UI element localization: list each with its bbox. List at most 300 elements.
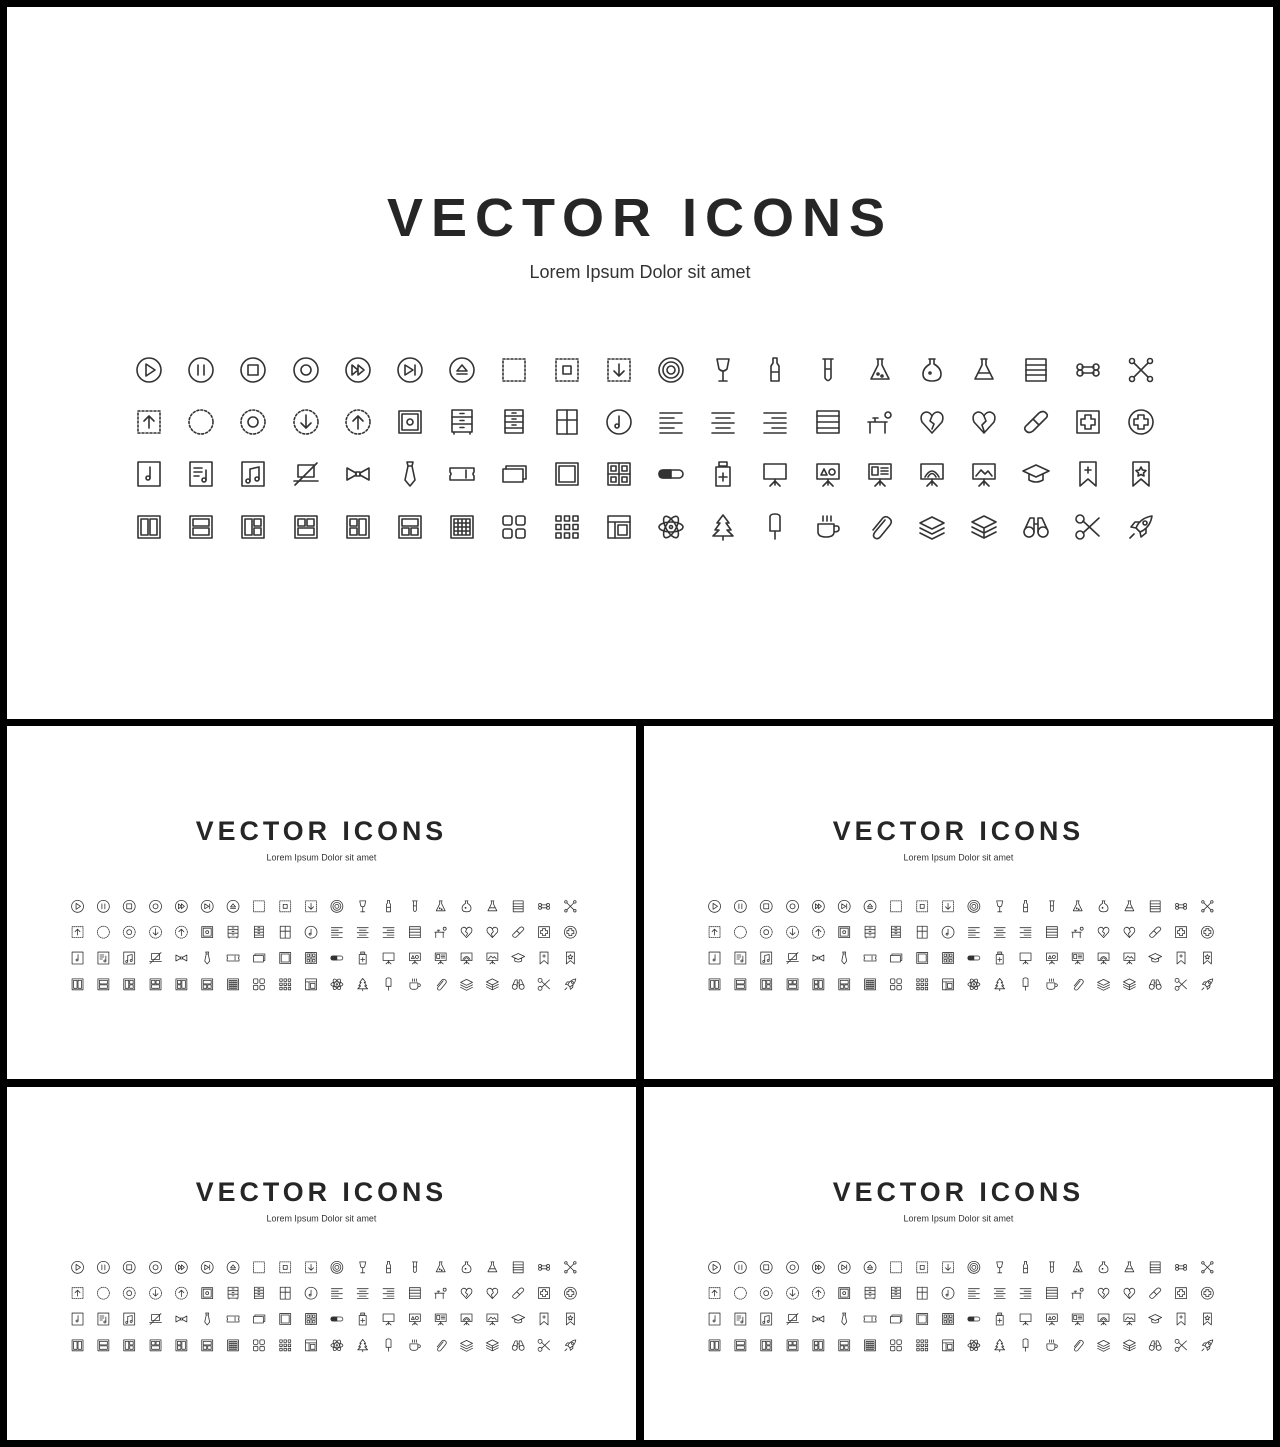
drawer-cabinet-icon xyxy=(436,396,488,448)
pill-icon xyxy=(645,448,697,500)
layout-sidebar-icon xyxy=(593,501,645,553)
square-frame-icon xyxy=(272,945,298,971)
presentation-chart-icon xyxy=(454,1306,480,1332)
dashed-upload-icon xyxy=(65,1280,91,1306)
layers-icon xyxy=(1091,971,1117,997)
ticket-icon xyxy=(857,1306,883,1332)
presentation-text-icon xyxy=(428,1306,454,1332)
rocket-icon xyxy=(557,971,583,997)
potion-flask-icon xyxy=(454,893,480,919)
binoculars-icon xyxy=(1010,501,1062,553)
flask-icon xyxy=(1065,1254,1091,1280)
dashed-download-icon xyxy=(935,893,961,919)
scissors-icon xyxy=(1168,1332,1194,1358)
presentation-image-icon xyxy=(1116,945,1142,971)
slide-thumbnail-bottom-right[interactable] xyxy=(644,1087,1273,1440)
play-icon xyxy=(702,893,728,919)
layout-split-right-icon xyxy=(805,1332,831,1358)
layout-columns-icon xyxy=(123,501,175,553)
align-center-icon xyxy=(987,919,1013,945)
test-tube-icon xyxy=(402,893,428,919)
pause-icon xyxy=(91,1254,117,1280)
playlist-icon xyxy=(728,945,754,971)
rocket-icon xyxy=(1194,971,1220,997)
grid-four-icon xyxy=(298,945,324,971)
pause-icon xyxy=(728,1254,754,1280)
presentation-shapes-icon xyxy=(801,448,853,500)
grid-squares-icon xyxy=(246,971,272,997)
medical-square-icon xyxy=(531,919,557,945)
music-notes-icon xyxy=(227,448,279,500)
stack-icon xyxy=(1116,971,1142,997)
target-icon xyxy=(324,893,350,919)
align-right-icon xyxy=(1013,1280,1039,1306)
desk-icon xyxy=(428,1280,454,1306)
layout-columns-icon xyxy=(702,1332,728,1358)
layout-split-bottom-icon xyxy=(831,1332,857,1358)
bookmark-star-icon xyxy=(1115,448,1167,500)
circle-upload-icon xyxy=(168,919,194,945)
desk-icon xyxy=(428,919,454,945)
grid-dense-icon xyxy=(436,501,488,553)
stop-icon xyxy=(753,893,779,919)
test-tube-icon xyxy=(1039,893,1065,919)
rocket-icon xyxy=(557,1332,583,1358)
pine-tree-icon xyxy=(987,1332,1013,1358)
dashed-stop-icon xyxy=(272,1254,298,1280)
square-frame-icon xyxy=(909,1306,935,1332)
stop-icon xyxy=(753,1254,779,1280)
popsicle-icon xyxy=(376,1332,402,1358)
tie-icon xyxy=(194,1306,220,1332)
medical-circle-icon xyxy=(1194,919,1220,945)
pill-icon xyxy=(324,945,350,971)
safe-icon xyxy=(831,919,857,945)
wine-glass-icon xyxy=(987,893,1013,919)
align-justify-icon xyxy=(1039,1280,1065,1306)
layout-split-top-icon xyxy=(142,971,168,997)
record-icon xyxy=(280,344,332,396)
align-center-icon xyxy=(987,1280,1013,1306)
align-left-icon xyxy=(324,1280,350,1306)
ticket-icon xyxy=(857,945,883,971)
pause-icon xyxy=(91,893,117,919)
bookmark-star-icon xyxy=(557,1306,583,1332)
layout-columns-icon xyxy=(702,971,728,997)
tickets-icon xyxy=(883,945,909,971)
grid-dense-icon xyxy=(220,1332,246,1358)
abacus-icon xyxy=(505,1254,531,1280)
drawer-cabinet-icon xyxy=(857,1280,883,1306)
dashed-upload-icon xyxy=(702,1280,728,1306)
align-center-icon xyxy=(350,1280,376,1306)
pine-tree-icon xyxy=(350,971,376,997)
stop-icon xyxy=(116,1254,142,1280)
presentation-image-icon xyxy=(958,448,1010,500)
atom-icon xyxy=(324,971,350,997)
icon-grid xyxy=(123,344,1167,553)
play-icon xyxy=(65,1254,91,1280)
dashed-stop-icon xyxy=(909,893,935,919)
layout-split-left-icon xyxy=(116,971,142,997)
dashed-stop-icon xyxy=(541,344,593,396)
bookmark-add-icon xyxy=(531,1306,557,1332)
atom-icon xyxy=(324,1332,350,1358)
music-note-icon xyxy=(702,1306,728,1332)
circle-download-icon xyxy=(779,919,805,945)
align-left-icon xyxy=(961,919,987,945)
wine-glass-icon xyxy=(987,1254,1013,1280)
layout-split-left-icon xyxy=(227,501,279,553)
medical-square-icon xyxy=(531,1280,557,1306)
grid-dense-icon xyxy=(220,971,246,997)
target-icon xyxy=(645,344,697,396)
icon-grid xyxy=(65,1254,584,1358)
medicine-bottle-icon xyxy=(987,945,1013,971)
target-icon xyxy=(961,893,987,919)
icon-grid xyxy=(65,893,584,997)
bone-icon xyxy=(531,893,557,919)
align-justify-icon xyxy=(402,919,428,945)
chemistry-flask-icon xyxy=(1116,1254,1142,1280)
dashed-circle-icon xyxy=(175,396,227,448)
popsicle-icon xyxy=(1013,1332,1039,1358)
heartbreak-icon xyxy=(1116,919,1142,945)
pill-icon xyxy=(961,945,987,971)
eject-icon xyxy=(857,893,883,919)
bandage-icon xyxy=(505,1280,531,1306)
bottle-icon xyxy=(749,344,801,396)
skip-next-icon xyxy=(384,344,436,396)
slide-title: VECTOR ICONS xyxy=(195,1176,448,1207)
bone-icon xyxy=(531,1254,557,1280)
tie-icon xyxy=(831,1306,857,1332)
layout-split-right-icon xyxy=(168,1332,194,1358)
align-center-icon xyxy=(350,919,376,945)
stop-icon xyxy=(116,893,142,919)
layout-split-top-icon xyxy=(280,501,332,553)
pill-icon xyxy=(324,1306,350,1332)
paperclip-icon xyxy=(428,971,454,997)
potion-flask-icon xyxy=(906,344,958,396)
atom-icon xyxy=(645,501,697,553)
binoculars-icon xyxy=(1142,971,1168,997)
scissors-icon xyxy=(531,1332,557,1358)
abacus-icon xyxy=(1010,344,1062,396)
play-icon xyxy=(123,344,175,396)
dashed-square-icon xyxy=(246,893,272,919)
popsicle-icon xyxy=(376,971,402,997)
presentation-chart-icon xyxy=(454,945,480,971)
medical-square-icon xyxy=(1168,1280,1194,1306)
layout-split-top-icon xyxy=(779,1332,805,1358)
medicine-bottle-icon xyxy=(987,1306,1013,1332)
grid-dots-icon xyxy=(541,501,593,553)
dashed-circle-icon xyxy=(91,919,117,945)
medical-circle-icon xyxy=(1194,1280,1220,1306)
dashed-record-icon xyxy=(753,1280,779,1306)
layout-split-top-icon xyxy=(142,1332,168,1358)
grid-dots-icon xyxy=(909,1332,935,1358)
graduation-cap-icon xyxy=(1142,945,1168,971)
icon-grid xyxy=(702,893,1221,997)
bandage-icon xyxy=(1142,1280,1168,1306)
bottle-icon xyxy=(376,1254,402,1280)
music-disc-icon xyxy=(935,1280,961,1306)
slide-title: VECTOR ICONS xyxy=(832,1176,1085,1207)
chemistry-flask-icon xyxy=(479,1254,505,1280)
test-tube-icon xyxy=(801,344,853,396)
safe-icon xyxy=(384,396,436,448)
layout-split-right-icon xyxy=(332,501,384,553)
align-left-icon xyxy=(961,1280,987,1306)
desk-icon xyxy=(1065,1280,1091,1306)
binoculars-icon xyxy=(505,971,531,997)
bottle-icon xyxy=(1013,1254,1039,1280)
music-notes-icon xyxy=(116,945,142,971)
atom-icon xyxy=(961,971,987,997)
flask-icon xyxy=(854,344,906,396)
laptop-off-icon xyxy=(779,945,805,971)
scissors-icon xyxy=(531,971,557,997)
grid-squares-icon xyxy=(883,971,909,997)
pause-icon xyxy=(175,344,227,396)
wine-glass-icon xyxy=(697,344,749,396)
grid-squares-icon xyxy=(488,501,540,553)
align-justify-icon xyxy=(1039,919,1065,945)
dashed-download-icon xyxy=(298,893,324,919)
laptop-off-icon xyxy=(280,448,332,500)
play-icon xyxy=(702,1254,728,1280)
medical-circle-icon xyxy=(557,1280,583,1306)
align-justify-icon xyxy=(402,1280,428,1306)
pill-icon xyxy=(961,1306,987,1332)
icon-grid xyxy=(702,1254,1221,1358)
slide-subtitle: Lorem Ipsum Dolor sit amet xyxy=(529,262,751,282)
layers-icon xyxy=(454,971,480,997)
dashed-circle-icon xyxy=(91,1280,117,1306)
rocket-icon xyxy=(1115,501,1167,553)
broken-heart-icon xyxy=(906,396,958,448)
dashed-stop-icon xyxy=(272,893,298,919)
eject-icon xyxy=(220,1254,246,1280)
layout-columns-icon xyxy=(65,1332,91,1358)
dashed-upload-icon xyxy=(702,919,728,945)
pine-tree-icon xyxy=(697,501,749,553)
rocket-icon xyxy=(1194,1332,1220,1358)
bone-icon xyxy=(1168,893,1194,919)
tickets-icon xyxy=(246,945,272,971)
slide-title: VECTOR ICONS xyxy=(386,188,894,248)
wardrobe-icon xyxy=(541,396,593,448)
dashed-record-icon xyxy=(227,396,279,448)
slide-thumbnail-bottom-left[interactable] xyxy=(7,1087,636,1440)
stack-icon xyxy=(1116,1332,1142,1358)
layout-split-bottom-icon xyxy=(831,971,857,997)
binoculars-icon xyxy=(1142,1332,1168,1358)
presentation-board-icon xyxy=(1013,1306,1039,1332)
presentation-text-icon xyxy=(854,448,906,500)
music-note-icon xyxy=(65,945,91,971)
dashed-circle-icon xyxy=(728,1280,754,1306)
coffee-cup-icon xyxy=(402,1332,428,1358)
chemistry-flask-icon xyxy=(1116,893,1142,919)
heartbreak-icon xyxy=(1116,1280,1142,1306)
grid-squares-icon xyxy=(883,1332,909,1358)
playlist-icon xyxy=(91,1306,117,1332)
dashed-record-icon xyxy=(116,1280,142,1306)
presentation-board-icon xyxy=(749,448,801,500)
layout-rows-icon xyxy=(728,971,754,997)
slide-thumbnail-top-right[interactable] xyxy=(644,726,1273,1079)
layout-split-top-icon xyxy=(779,971,805,997)
medical-circle-icon xyxy=(1115,396,1167,448)
align-right-icon xyxy=(749,396,801,448)
eject-icon xyxy=(220,893,246,919)
paperclip-icon xyxy=(428,1332,454,1358)
music-disc-icon xyxy=(298,1280,324,1306)
layout-split-bottom-icon xyxy=(384,501,436,553)
music-note-icon xyxy=(65,1306,91,1332)
laptop-off-icon xyxy=(779,1306,805,1332)
chemistry-flask-icon xyxy=(479,893,505,919)
bookmark-star-icon xyxy=(557,945,583,971)
align-right-icon xyxy=(376,1280,402,1306)
presentation-text-icon xyxy=(428,945,454,971)
layout-split-left-icon xyxy=(753,971,779,997)
presentation-shapes-icon xyxy=(402,945,428,971)
circle-upload-icon xyxy=(805,919,831,945)
popsicle-icon xyxy=(1013,971,1039,997)
chemistry-flask-icon xyxy=(958,344,1010,396)
heartbreak-icon xyxy=(479,1280,505,1306)
stop-icon xyxy=(227,344,279,396)
slide-subtitle: Lorem Ipsum Dolor sit amet xyxy=(903,1213,1014,1224)
square-frame-icon xyxy=(541,448,593,500)
bookmark-star-icon xyxy=(1194,945,1220,971)
tickets-icon xyxy=(883,1306,909,1332)
layout-split-left-icon xyxy=(116,1332,142,1358)
graduation-cap-icon xyxy=(1010,448,1062,500)
play-icon xyxy=(65,893,91,919)
dashed-record-icon xyxy=(116,919,142,945)
fast-forward-icon xyxy=(805,1254,831,1280)
layers-icon xyxy=(906,501,958,553)
tie-icon xyxy=(831,945,857,971)
tickets-icon xyxy=(488,448,540,500)
bookmark-add-icon xyxy=(531,945,557,971)
presentation-chart-icon xyxy=(1091,1306,1117,1332)
ticket-icon xyxy=(436,448,488,500)
heartbreak-icon xyxy=(479,919,505,945)
presentation-text-icon xyxy=(1065,1306,1091,1332)
wine-glass-icon xyxy=(350,1254,376,1280)
skip-next-icon xyxy=(194,893,220,919)
coffee-cup-icon xyxy=(1039,971,1065,997)
bandage-icon xyxy=(1010,396,1062,448)
bandage-icon xyxy=(1142,919,1168,945)
grid-squares-icon xyxy=(246,1332,272,1358)
fast-forward-icon xyxy=(332,344,384,396)
stack-icon xyxy=(958,501,1010,553)
tall-cabinet-icon xyxy=(883,1280,909,1306)
desk-icon xyxy=(854,396,906,448)
bow-tie-icon xyxy=(168,1306,194,1332)
dashed-square-icon xyxy=(883,893,909,919)
scissors-icon xyxy=(1062,501,1114,553)
abacus-icon xyxy=(1142,893,1168,919)
circle-upload-icon xyxy=(805,1280,831,1306)
presentation-board-icon xyxy=(376,945,402,971)
wine-glass-icon xyxy=(350,893,376,919)
binoculars-icon xyxy=(505,1332,531,1358)
flask-icon xyxy=(1065,893,1091,919)
crossed-bones-icon xyxy=(557,893,583,919)
slide-thumbnail-top-left[interactable] xyxy=(7,726,636,1079)
paperclip-icon xyxy=(1065,1332,1091,1358)
bookmark-add-icon xyxy=(1168,945,1194,971)
broken-heart-icon xyxy=(454,919,480,945)
circle-download-icon xyxy=(142,919,168,945)
medical-square-icon xyxy=(1062,396,1114,448)
dashed-upload-icon xyxy=(65,919,91,945)
potion-flask-icon xyxy=(1091,1254,1117,1280)
eject-icon xyxy=(436,344,488,396)
pine-tree-icon xyxy=(987,971,1013,997)
layers-icon xyxy=(1091,1332,1117,1358)
music-disc-icon xyxy=(298,919,324,945)
grid-four-icon xyxy=(593,448,645,500)
drawer-cabinet-icon xyxy=(220,1280,246,1306)
layout-rows-icon xyxy=(175,501,227,553)
circle-download-icon xyxy=(142,1280,168,1306)
wardrobe-icon xyxy=(272,1280,298,1306)
record-icon xyxy=(779,893,805,919)
align-right-icon xyxy=(376,919,402,945)
stack-icon xyxy=(479,971,505,997)
grid-dense-icon xyxy=(857,971,883,997)
skip-next-icon xyxy=(831,1254,857,1280)
pine-tree-icon xyxy=(350,1332,376,1358)
align-center-icon xyxy=(697,396,749,448)
layout-rows-icon xyxy=(728,1332,754,1358)
presentation-text-icon xyxy=(1065,945,1091,971)
grid-dots-icon xyxy=(272,971,298,997)
align-left-icon xyxy=(645,396,697,448)
potion-flask-icon xyxy=(454,1254,480,1280)
medicine-bottle-icon xyxy=(350,945,376,971)
bandage-icon xyxy=(505,919,531,945)
slide-subtitle: Lorem Ipsum Dolor sit amet xyxy=(266,1213,377,1224)
grid-four-icon xyxy=(935,1306,961,1332)
heartbreak-icon xyxy=(958,396,1010,448)
dashed-record-icon xyxy=(753,919,779,945)
presentation-image-icon xyxy=(479,945,505,971)
scissors-icon xyxy=(1168,971,1194,997)
eject-icon xyxy=(857,1254,883,1280)
desk-icon xyxy=(1065,919,1091,945)
bottle-icon xyxy=(1013,893,1039,919)
presentation-shapes-icon xyxy=(402,1306,428,1332)
music-notes-icon xyxy=(753,1306,779,1332)
paperclip-icon xyxy=(854,501,906,553)
bow-tie-icon xyxy=(805,945,831,971)
tie-icon xyxy=(194,945,220,971)
fast-forward-icon xyxy=(168,1254,194,1280)
layout-split-bottom-icon xyxy=(194,1332,220,1358)
slide-subtitle: Lorem Ipsum Dolor sit amet xyxy=(903,852,1014,863)
target-icon xyxy=(961,1254,987,1280)
